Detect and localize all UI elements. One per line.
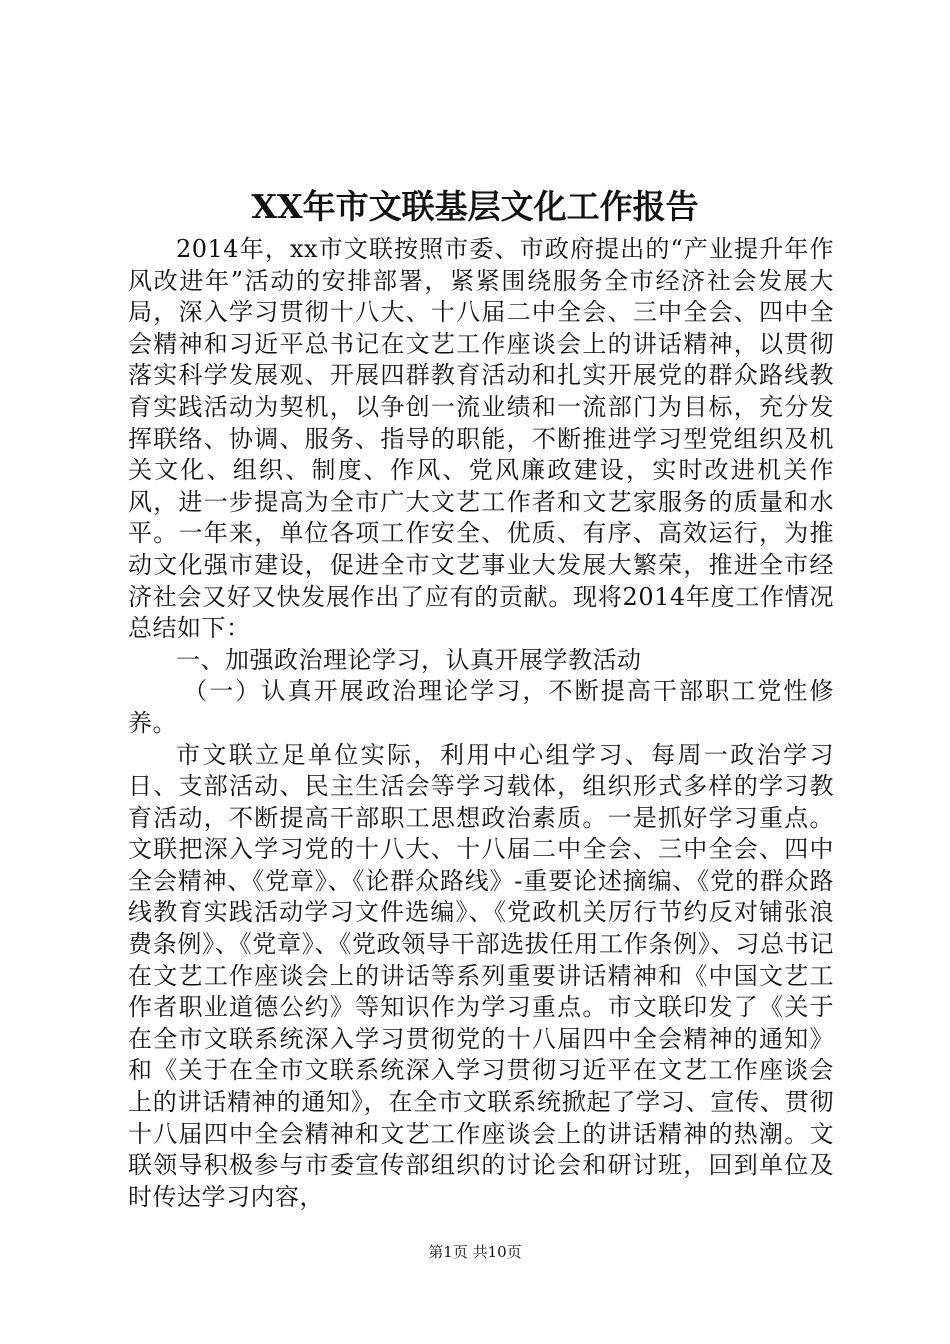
- document-title: XX年市文联基层文化工作报告: [251, 187, 699, 226]
- document-body: [128, 234, 834, 1213]
- page-footer: 第1页 共10页: [428, 1243, 522, 1261]
- section-heading-1: 一、加强政治理论学习，认真开展学教活动: [176, 645, 642, 674]
- paragraph-intro: 2014年，xx市文联按照市委、市政府提出的“产业提升年作风改进年”活动的安排部署，紧紧围绕服务全市经济社会发展大局，深入学习贯彻十八大、十八届二中全会、三中全会、四中全会精神和习近平总书记在文艺工作座谈会上的讲话精神，以贯彻落实科学发展观、开展四群教育活动和扎实开展党的群众路线教育实践活动为契机，以争创一流业绩和一流部门为目标，充分发挥联络、协调、服务、指导的职能，不断推进学习型党组织及机关文化、组织、制度、作风、党风廉政建设，实时改进机关作风，进一步提高为全市广大文艺工作者和文艺家服务的质量和水平。一年来，单位各项工作安全、优质、有序、高效运行，为推动文化强市建设，促进全市文艺事业大发展大繁荣，推进全市经济社会又好又快发展作出了应有的贡献。现将2014年度工作情况总结如下：: [128, 235, 834, 643]
- subsection-heading-1: （一）认真开展政治理论学习，不断提高干部职工党性修养。: [128, 677, 834, 737]
- paragraph-study: 市文联立足单位实际，利用中心组学习、每周一政治学习日、支部活动、民主生活会等学习载体，组织形式多样的学习教育活动，不断提高干部职工思想政治素质。一是抓好学习重点。文联把深入学习党的十八大、十八届二中全会、三中全会、四中全会精神、《党章》、《论群众路线》-重要论述摘编、《党的群众路线教育实践活动学习文件选编》、《党政机关厉行节约反对铺张浪费条例》、《党章》、《党政领导干部选拔任用工作条例》、习总书记在文艺工作座谈会上的讲话等系列重要讲话精神和《中国文艺工作者职业道德公约》等知识作为学习重点。市文联印发了《关于在全市文联系统深入学习贯彻党的十八届四中全会精神的通知》和《关于在全市文联系统深入学习贯彻习近平在文艺工作座谈会上的讲话精神的通知》，在全市文联系统掀起了学习、宣传、贯彻十八届四中全会精神和文艺工作座谈会上的讲话精神的热潮。文联领导积极参与市委宣传部组织的讨论会和研讨班，回到单位及时传达学习内容，: [128, 740, 834, 1211]
